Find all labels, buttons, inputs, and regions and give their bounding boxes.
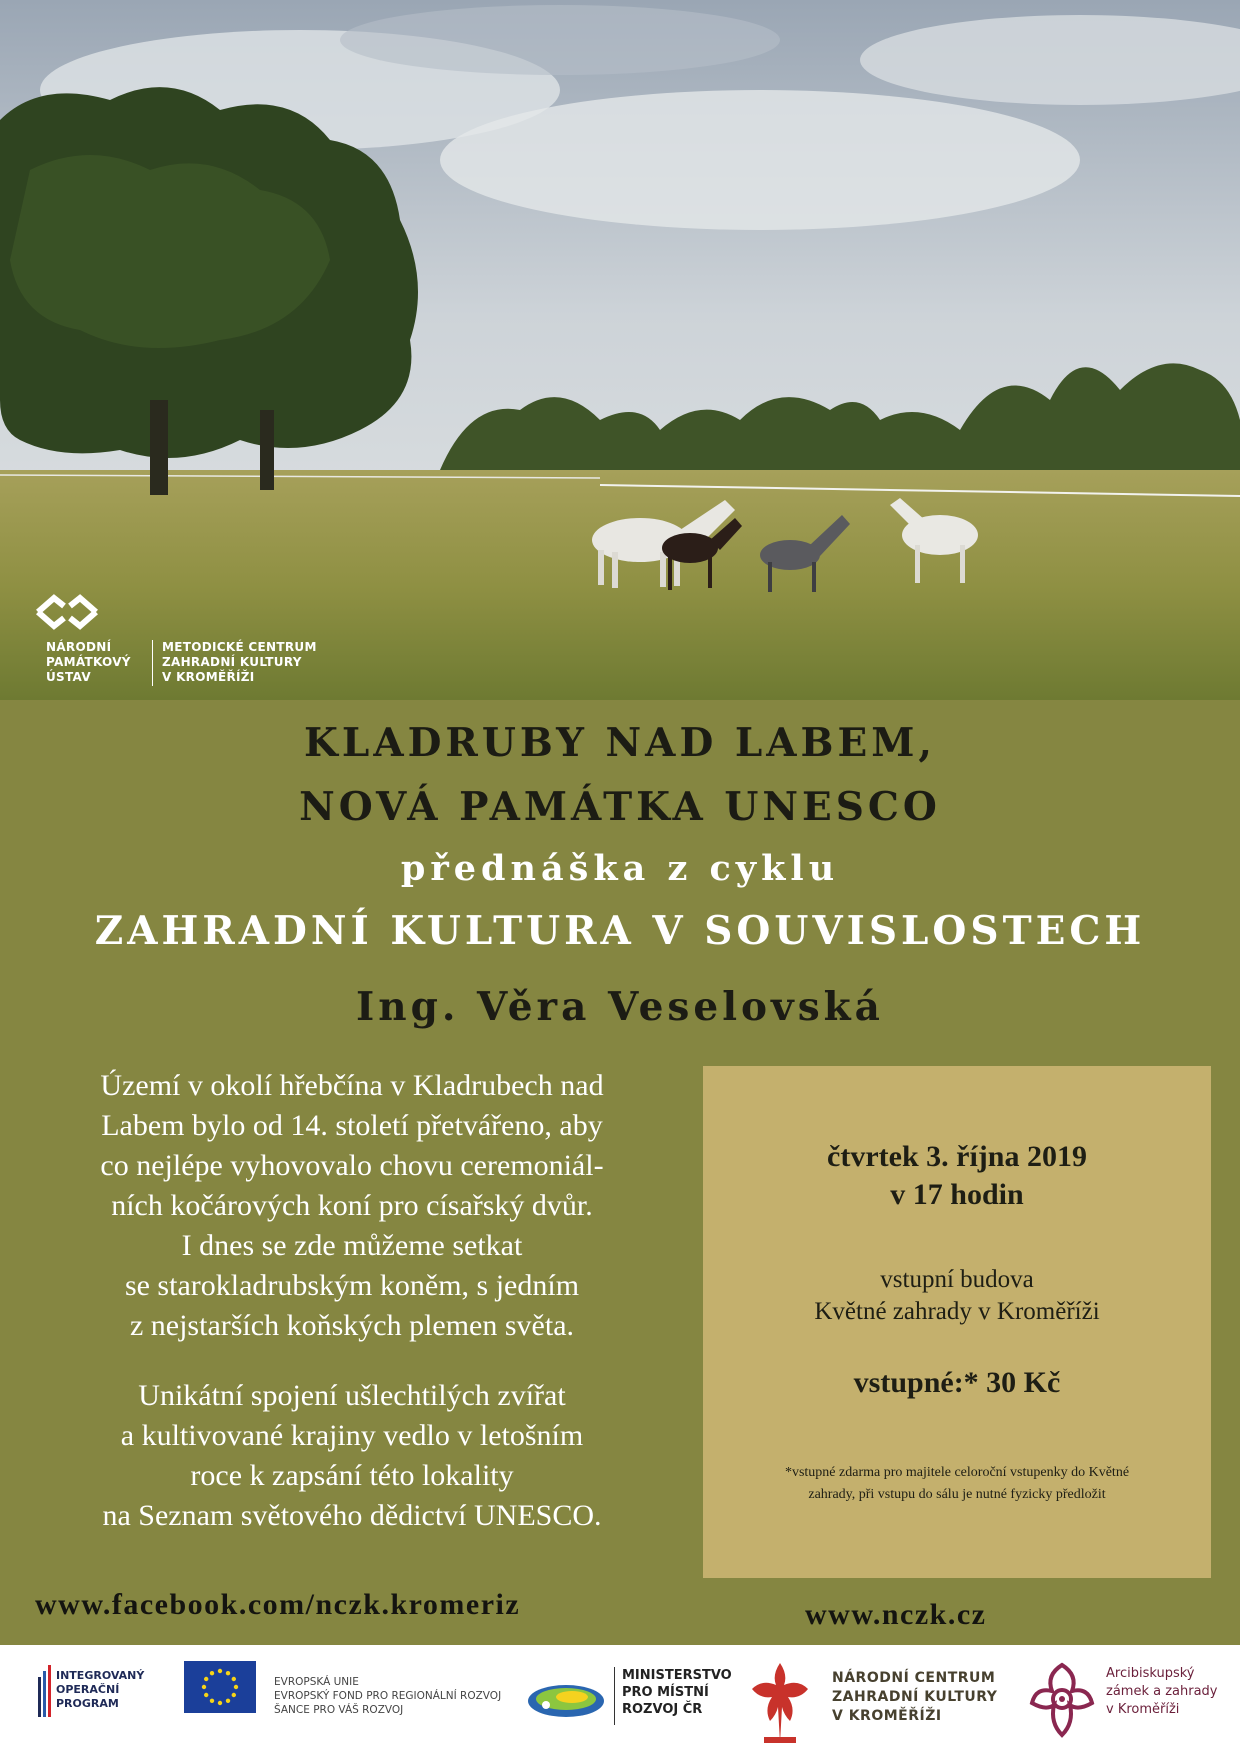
- iop-text-line: INTEGROVANÝ: [56, 1669, 145, 1682]
- npu-name-line: PAMÁTKOVÝ: [46, 655, 131, 669]
- headline-line-1: KLADRUBY NAD LABEM,: [304, 720, 936, 766]
- description-line: Unikátní spojení ušlechtilých zvířat: [138, 1379, 566, 1412]
- mmr-logo-icon: [526, 1675, 606, 1727]
- iop-logo: [38, 1663, 158, 1729]
- iop-text-line: PROGRAM: [56, 1697, 119, 1710]
- npu-name-line: NÁRODNÍ: [46, 640, 112, 654]
- event-info-box: [703, 1066, 1211, 1578]
- nczk-logo: [744, 1659, 1014, 1745]
- eu-text-line: EVROPSKÝ FOND PRO REGIONÁLNÍ ROZVOJ: [274, 1690, 502, 1702]
- description-line: se starokladrubským koněm, s jedním: [124, 1269, 580, 1302]
- npu-name: [46, 640, 146, 685]
- arcibiskupsky-text-line: zámek a zahrady: [1106, 1684, 1218, 1699]
- nczk-logo-icon: [744, 1659, 816, 1745]
- header-photo: [0, 0, 1240, 700]
- mczk-name-line: V KROMĚŘÍŽI: [162, 670, 255, 684]
- iop-flag-icon: [38, 1665, 52, 1717]
- description-line: ních kočárových koní pro císařský dvůr.: [111, 1189, 593, 1222]
- mmr-divider: [614, 1667, 615, 1725]
- eu-text-line: EVROPSKÁ UNIE: [274, 1676, 359, 1688]
- eu-text-line: ŠANCE PRO VÁŠ ROZVOJ: [274, 1704, 404, 1716]
- eu-logo: [184, 1661, 524, 1733]
- poster-body: [0, 700, 1240, 1645]
- facebook-link[interactable]: www.facebook.com/nczk.kromeriz: [35, 1588, 521, 1621]
- cycle-title: ZAHRADNÍ KULTURA V SOUVISLOSTECH: [94, 908, 1146, 954]
- eu-text: [274, 1675, 501, 1717]
- nczk-text-line: ZAHRADNÍ KULTURY: [832, 1689, 998, 1705]
- npu-logo: [30, 590, 330, 690]
- paragraph-gap: [22, 1346, 682, 1376]
- speaker-name: Ing. Věra Veselovská: [356, 984, 884, 1030]
- event-place-line: vstupní budova: [880, 1266, 1034, 1293]
- admission-fee: vstupné:* 30 Kč: [853, 1366, 1061, 1399]
- description-line: Labem bylo od 14. století přetvářeno, aby: [101, 1109, 603, 1142]
- partner-logos: [0, 1645, 1240, 1754]
- description-line: na Seznam světového dědictví UNESCO.: [102, 1499, 602, 1532]
- arcibiskupsky-text-line: v Kroměříži: [1106, 1702, 1180, 1717]
- mmr-text-line: ROZVOJ ČR: [622, 1702, 703, 1717]
- arcibiskupsky-text: [1106, 1665, 1218, 1719]
- eu-flag-icon: [184, 1661, 256, 1713]
- description-line: z nejstarších koňských plemen světa.: [129, 1309, 575, 1342]
- event-time: v 17 hodin: [890, 1178, 1024, 1211]
- event-date: čtvrtek 3. října 2019: [827, 1140, 1087, 1173]
- mmr-text: [622, 1667, 732, 1718]
- nczk-text: [832, 1669, 997, 1726]
- description-line: Území v okolí hřebčína v Kladrubech nad: [100, 1069, 604, 1102]
- npu-name-line: ÚSTAV: [46, 670, 91, 684]
- fee-note-line: zahrady, při vstupu do sálu je nutné fyzicky předložit: [808, 1487, 1106, 1502]
- mczk-name: [162, 640, 332, 685]
- arcibiskupsky-logo: [1026, 1655, 1236, 1747]
- description-line: roce k zapsání této lokality: [190, 1459, 514, 1492]
- iop-text-line: OPERAČNÍ: [56, 1683, 120, 1696]
- website-link[interactable]: www.nczk.cz: [805, 1598, 987, 1631]
- lecture-cycle-label: přednáška z cyklu: [400, 848, 840, 889]
- headline-line-2: NOVÁ PAMÁTKA UNESCO: [299, 784, 941, 830]
- mmr-text-line: PRO MÍSTNÍ: [622, 1685, 709, 1700]
- arcibiskupsky-text-line: Arcibiskupský: [1106, 1666, 1195, 1681]
- mmr-text-line: MINISTERSTVO: [622, 1668, 732, 1683]
- npu-divider: [152, 640, 153, 686]
- event-place-line: Květné zahrady v Kroměříži: [814, 1298, 1100, 1325]
- mmr-logo: [526, 1661, 736, 1741]
- nczk-text-line: NÁRODNÍ CENTRUM: [832, 1670, 996, 1686]
- description-line: co nejlépe vyhovovalo chovu ceremoniál-: [100, 1149, 604, 1182]
- mczk-name-line: ZAHRADNÍ KULTURY: [162, 655, 302, 669]
- fee-note-line: *vstupné zdarma pro majitele celoroční vstupenky do Květné: [784, 1465, 1130, 1480]
- nczk-text-line: V KROMĚŘÍŽI: [832, 1708, 942, 1724]
- description-line: I dnes se zde můžeme setkat: [181, 1229, 523, 1262]
- description: [22, 1066, 682, 1536]
- mczk-name-line: METODICKÉ CENTRUM: [162, 640, 317, 654]
- description-line: a kultivované krajiny vedlo v letošním: [120, 1419, 584, 1452]
- npu-logo-icon: [32, 590, 102, 634]
- iop-text: [56, 1669, 144, 1711]
- arc-rose-icon: [1026, 1657, 1098, 1745]
